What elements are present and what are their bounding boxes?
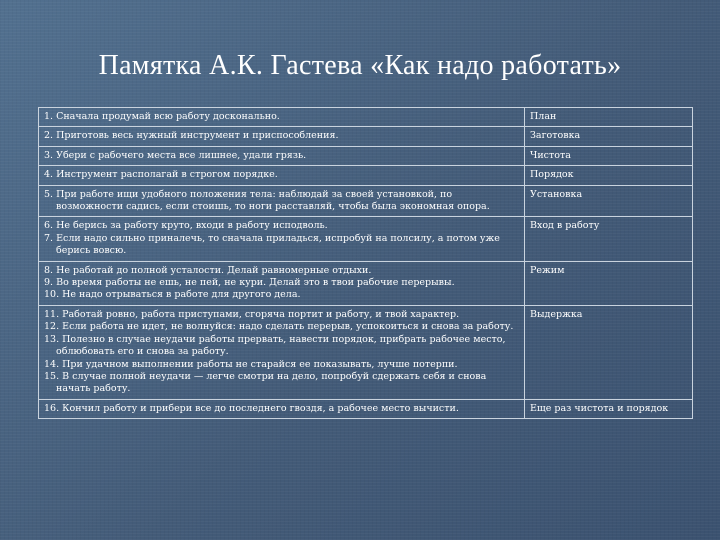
- rule-text: 10. Не надо отрываться в работе для другого дела.: [44, 289, 301, 301]
- rule-text: 4. Инструмент располагай в строгом порядке.: [44, 169, 278, 181]
- rule-text: 13. Полезно в случае неудачи работы прервать, навести порядок, прибрать рабочее место, облюбовать его и снова за работу.: [44, 333, 506, 358]
- table-row: [39, 217, 693, 261]
- principle-cell: Выдержка: [525, 305, 693, 399]
- rule-cell: [39, 217, 525, 261]
- principle-cell: Еще раз чистота и порядок: [525, 399, 693, 418]
- rule-cell: [39, 305, 525, 399]
- table-row: [39, 399, 693, 418]
- table-row: [39, 127, 693, 146]
- principle-cell: Порядок: [525, 166, 693, 185]
- table-row: [39, 166, 693, 185]
- rule-text: 7. Если надо сильно приналечь, то сначала приладься, испробуй на полсилу, а потом уже берись вовсю.: [44, 232, 500, 257]
- rule-text: 8. Не работай до полной усталости. Делай равномерные отдыхи.: [44, 264, 372, 276]
- rule-text: 16. Кончил работу и прибери все до последнего гвоздя, а рабочее место вычисти.: [44, 402, 459, 414]
- slide-title: Памятка А.К. Гастева «Как надо работать»: [98, 50, 622, 81]
- memo-table: [38, 107, 693, 419]
- table-row: [39, 185, 693, 217]
- rule-text: 9. Во время работы не ешь, не пей, не кури. Делай это в твои рабочие перерывы.: [44, 277, 455, 289]
- principle-cell: Вход в работу: [525, 217, 693, 261]
- rule-text: 14. При удачном выполнении работы не старайся ее показывать, лучше потерпи.: [44, 358, 458, 370]
- rule-cell: [39, 399, 525, 418]
- rule-cell: [39, 185, 525, 217]
- principle-cell: Заготовка: [525, 127, 693, 146]
- principle-cell: План: [525, 108, 693, 127]
- rule-text: 5. При работе ищи удобного положения тела: наблюдай за своей установкой, по возможности садись, если стоишь, то ноги расставляй, чтобы была экономная опора.: [44, 188, 490, 213]
- table-row: [39, 146, 693, 165]
- rule-cell: [39, 127, 525, 146]
- table-row: [39, 305, 693, 399]
- rule-cell: [39, 108, 525, 127]
- rule-text: 12. Если работа не идет, не волнуйся: надо сделать перерыв, успокоиться и снова за работу.: [44, 321, 514, 333]
- rule-cell: [39, 166, 525, 185]
- rule-text: 6. Не берись за работу круто, входи в работу исподволь.: [44, 220, 328, 232]
- table-row: [39, 261, 693, 305]
- rule-text: 1. Сначала продумай всю работу досконально.: [44, 111, 280, 122]
- rule-cell: [39, 261, 525, 305]
- rule-text: 15. В случае полной неудачи — легче смотри на дело, попробуй сдержать себя и снова начать работу.: [44, 370, 487, 395]
- table-row: [39, 108, 693, 127]
- rule-cell: [39, 146, 525, 165]
- principle-cell: Режим: [525, 261, 693, 305]
- principle-cell: Чистота: [525, 146, 693, 165]
- principle-cell: Установка: [525, 185, 693, 217]
- rule-text: 3. Убери с рабочего места все лишнее, удали грязь.: [44, 149, 307, 161]
- rule-text: 11. Работай ровно, работа приступами, сгоряча портит и работу, и твой характер.: [44, 308, 460, 320]
- rule-text: 2. Приготовь весь нужный инструмент и приспособления.: [44, 130, 339, 142]
